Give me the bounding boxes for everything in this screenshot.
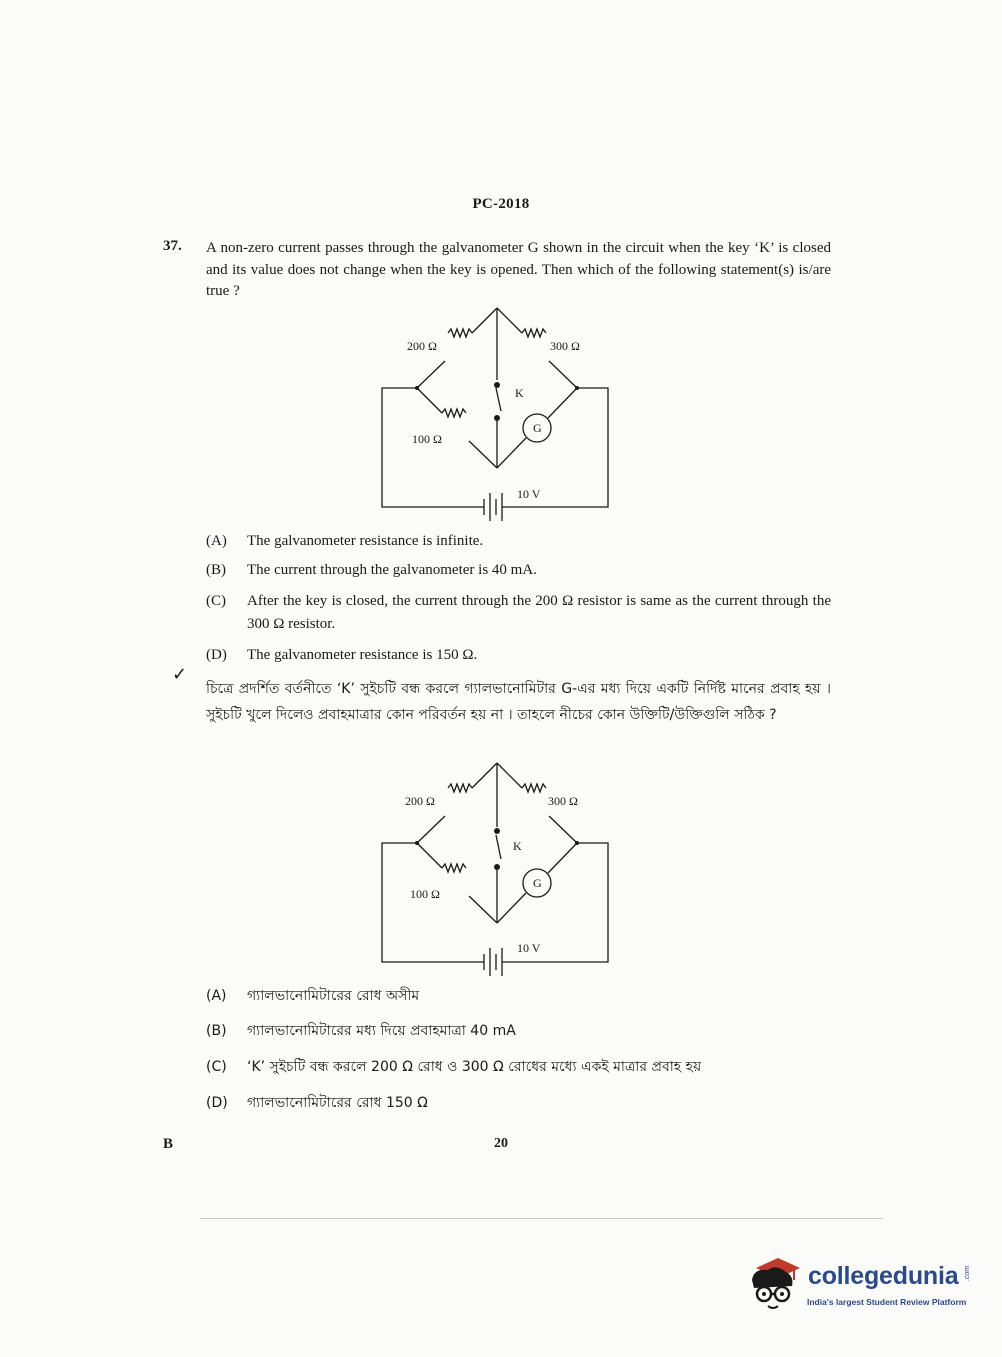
page-header: PC-2018 (472, 196, 530, 212)
question-number: 37. (163, 238, 182, 254)
label-galvanometer-bn: G (533, 876, 542, 890)
label-300: 300 Ω (550, 339, 580, 353)
battery-symbol (484, 493, 502, 521)
circuit-diagram-en (370, 300, 620, 530)
tick-mark: ✓ (172, 664, 188, 685)
question-text: A non-zero current passes through the galvanometer G shown in the circuit when the key ‘K’ is closed and its value does not change when the key is opened. Then which of the following statement(s) is/are true ? (206, 240, 831, 299)
label-key-bn: K (513, 839, 522, 853)
label-key: K (515, 386, 524, 400)
key-blade (496, 388, 501, 411)
resistor-100-zigzag (442, 409, 466, 417)
option-c-bn: (C) ‘K’ সুইচটি বন্ধ করলে 200 Ω রোধ ও 300 Ω রোধের মধ্যে একই মাত্রার প্রবাহ হয় (206, 1059, 702, 1075)
brand-tagline: India's largest Student Review Platform (807, 1297, 967, 1307)
option-c: (C) After the key is closed, the current through the 200 Ω resistor is same as the current through the 300 Ω resistor. (206, 593, 831, 632)
label-100: 100 Ω (412, 432, 442, 446)
page-number: 20 (494, 1136, 508, 1151)
option-a-bn: (A) গ্যালভানোমিটারের রোধ অসীম (206, 988, 420, 1004)
option-a: (A) The galvanometer resistance is infinite. (206, 533, 484, 549)
option-b: (B) The current through the galvanometer is 40 mA. (206, 562, 537, 578)
resistor-200-zigzag (448, 329, 472, 337)
label-300-bn: 300 Ω (548, 794, 578, 808)
collegedunia-mascot-icon (742, 1250, 806, 1314)
label-200-bn: 200 Ω (405, 794, 435, 808)
option-d: (D) The galvanometer resistance is 150 Ω. (206, 647, 478, 663)
footer-set-label: B (163, 1136, 174, 1152)
option-b-bn: (B) গ্যালভানোমিটারের মধ্য দিয়ে প্রবাহমাত্রা 40 mA (206, 1023, 516, 1039)
wire (472, 308, 497, 333)
label-galvanometer: G (533, 421, 542, 435)
divider (200, 1218, 883, 1219)
label-battery-bn: 10 V (517, 941, 541, 955)
brand-name: collegedunia (808, 1262, 959, 1290)
label-100-bn: 100 Ω (410, 887, 440, 901)
resistor-300-zigzag (522, 329, 546, 337)
label-200: 200 Ω (407, 339, 437, 353)
option-d-bn: (D) গ্যালভানোমিটারের রোধ 150 Ω (206, 1095, 428, 1111)
label-battery: 10 V (517, 487, 541, 501)
question-text-bn: চিত্রে প্রদর্শিত বর্তনীতে ‘K’ সুইচটি বন্ধ করলে গ্যালভানোমিটার G-এর মধ্য দিয়ে একটি নির্দিষ্ট মানের প্রবাহ হয় । সুইচটি খুলে দিলেও প্রবাহমাত্রার কোন পরিবর্তন হয় না । তাহলে নীচের কোন উক্তিটি/উক্তিগুলি সঠিক ? (206, 681, 831, 723)
circuit-diagram-bn (370, 755, 620, 985)
brand-suffix: .com (964, 1265, 972, 1282)
